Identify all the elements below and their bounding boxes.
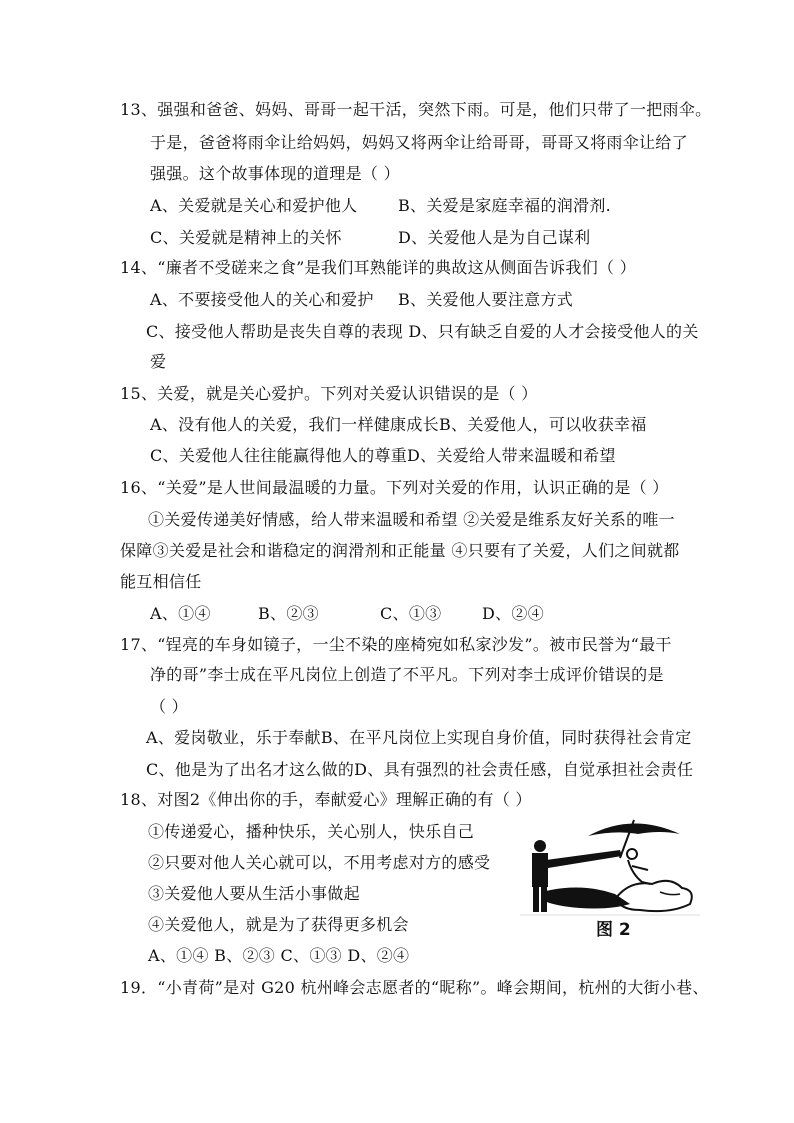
q14-option-b: B、关爱他人要注意方式 bbox=[398, 290, 574, 309]
q17-option-cd: C、他是为了出名才这么做的D、具有强烈的社会责任感，自觉承担社会责任 bbox=[146, 760, 694, 779]
q14-option-a: A、不要接受他人的关心和爱护 bbox=[150, 290, 374, 309]
q19-stem: 19．“小青荷”是对 G20 杭州峰会志愿者的“昵称”。峰会期间，杭州的大街小巷、 bbox=[120, 978, 709, 997]
q14-option-cd: C、接受他人帮助是丧失自尊的表现 D、只有缺乏自爱的人才会接受他人的关 bbox=[146, 322, 699, 341]
q15-option-cd: C、关爱他人往往能赢得他人的尊重D、关爱给人带来温暖和希望 bbox=[150, 446, 616, 465]
q16-option-a: A、①④ bbox=[150, 604, 211, 623]
q18-statement-2: ②只要对他人关心就可以，不用考虑对方的感受 bbox=[148, 853, 491, 872]
q16-option-b: B、②③ bbox=[258, 604, 319, 623]
q14-option-cd-cont: 爱 bbox=[150, 352, 167, 371]
q13-option-b: B、关爱是家庭幸福的润滑剂. bbox=[398, 196, 612, 215]
q18-statement-3: ③关爱他人要从生活小事做起 bbox=[148, 884, 360, 903]
q16-statement-line1: ①关爱传递美好情感，给人带来温暖和希望 ②关爱是维系友好关系的唯一 bbox=[148, 510, 675, 529]
q15-option-ab: A、没有他人的关爱，我们一样健康成长B、关爱他人，可以收获幸福 bbox=[150, 415, 647, 434]
q13-option-d: D、关爱他人是为自己谋利 bbox=[398, 228, 591, 247]
q17-stem-line3: （ ） bbox=[150, 697, 188, 716]
q18-options: A、①④ B、②③ C、①③ D、②④ bbox=[148, 946, 410, 965]
q13-stem-line1: 13、强强和爸爸、妈妈、哥哥一起干活，突然下雨。可是，他们只带了一把雨伞。 bbox=[120, 100, 712, 119]
q16-option-d: D、②④ bbox=[482, 604, 545, 623]
q17-stem-line2: 净的哥”李士成在平凡岗位上创造了不平凡。下列对李士成评价错误的是 bbox=[150, 665, 664, 684]
q16-statement-line3: 能互相信任 bbox=[120, 572, 202, 591]
q16-option-c: C、①③ bbox=[380, 604, 442, 623]
q16-stem: 16、“关爱”是人世间最温暖的力量。下列对关爱的作用，认识正确的是（ ） bbox=[120, 478, 669, 497]
q13-stem-line3: 强强。这个故事体现的道理是（ ） bbox=[150, 164, 400, 183]
q18-stem: 18、对图2《伸出你的手，奉献爱心》理解正确的有（ ） bbox=[120, 790, 532, 809]
q16-statement-line2: 保障③关爱是社会和谐稳定的润滑剂和正能量 ④只要有了关爱，人们之间就都 bbox=[120, 541, 680, 560]
q18-statement-4: ④关爱他人，就是为了获得更多机会 bbox=[148, 915, 409, 934]
q17-option-ab: A、爱岗敬业，乐于奉献B、在平凡岗位上实现自身价值，同时获得社会肯定 bbox=[146, 728, 692, 747]
q17-stem-line1: 17、“锃亮的车身如镜子，一尘不染的座椅宛如私家沙发”。被市民誉为“最干 bbox=[120, 635, 672, 654]
q13-stem-line2: 于是，爸爸将雨伞让给妈妈，妈妈又将两伞让给哥哥，哥哥又将雨伞让给了 bbox=[150, 133, 688, 152]
q13-option-a: A、关爱就是关心和爱护他人 bbox=[150, 196, 358, 215]
q13-option-c: C、关爱就是精神上的关怀 bbox=[150, 228, 342, 247]
figure-2-caption: 图 2 bbox=[596, 920, 631, 940]
q14-stem: 14、“廉者不受磋来之食”是我们耳熟能详的典故这从侧面告诉我们（ ） bbox=[120, 258, 637, 277]
q15-stem: 15、关爱，就是关心爱护。下列对关爱认识错误的是（ ） bbox=[120, 384, 538, 403]
q18-statement-1: ①传递爱心，播种快乐，关心别人，快乐自己 bbox=[148, 822, 475, 841]
